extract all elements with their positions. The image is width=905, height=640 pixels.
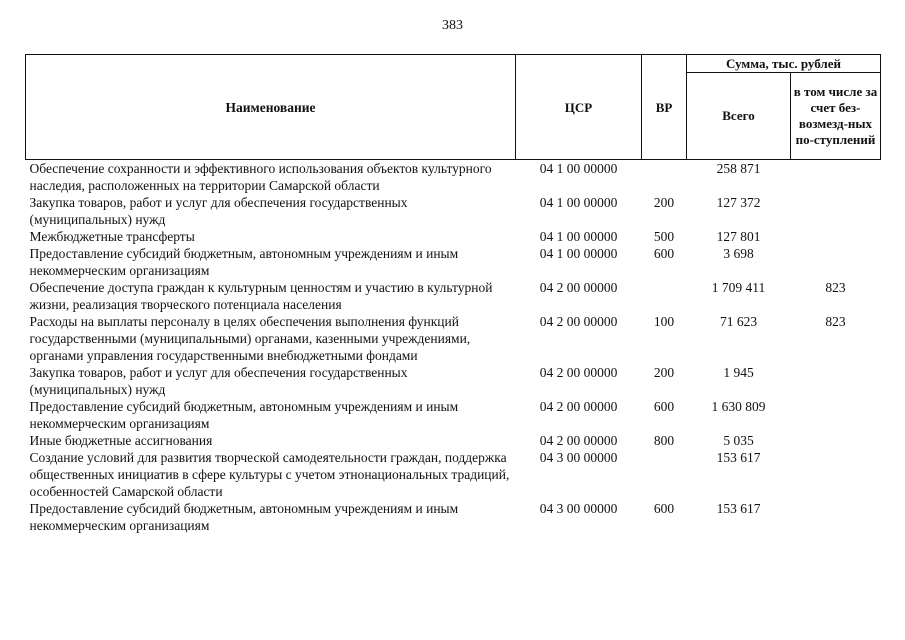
row-vr: 800 (653, 433, 675, 448)
row-free-receipts (791, 449, 881, 500)
row-total: 3 698 (723, 246, 754, 261)
row-name: Предоставление субсидий бюджетным, автономным учреждениям и иным некоммерческим организациям (29, 399, 459, 431)
row-vr (642, 449, 687, 500)
row-free-receipts (791, 228, 881, 245)
row-vr: 600 (653, 501, 675, 516)
table-row (26, 364, 881, 398)
row-csr: 04 3 00 00000 (539, 450, 618, 465)
row-csr: 04 2 00 00000 (539, 399, 618, 414)
table-row (26, 500, 881, 534)
table-row (26, 160, 881, 195)
row-vr: 100 (653, 314, 675, 329)
header-csr: ЦСР (516, 55, 642, 160)
row-free-receipts (791, 364, 881, 398)
row-name: Межбюджетные трансферты (29, 229, 195, 244)
table-body (26, 160, 881, 535)
row-name: Закупка товаров, работ и услуг для обеспечения государственных (муниципальных) нужд (29, 365, 408, 397)
row-free-receipts: 823 (825, 280, 846, 295)
row-name: Закупка товаров, работ и услуг для обеспечения государственных (муниципальных) нужд (29, 195, 408, 227)
row-total: 1 630 809 (711, 399, 766, 414)
row-name: Иные бюджетные ассигнования (29, 433, 213, 448)
row-csr: 04 2 00 00000 (539, 365, 618, 380)
row-csr: 04 1 00 00000 (539, 195, 618, 210)
table-row (26, 398, 881, 432)
row-csr: 04 1 00 00000 (539, 229, 618, 244)
row-vr: 600 (653, 246, 675, 261)
row-vr (642, 279, 687, 313)
table-header (26, 55, 881, 160)
budget-table (25, 54, 881, 534)
page-number: 383 (442, 18, 463, 33)
row-total: 1 945 (723, 365, 754, 380)
row-vr: 500 (653, 229, 675, 244)
row-csr: 04 2 00 00000 (539, 280, 618, 295)
row-total: 127 372 (716, 195, 761, 210)
table-row (26, 313, 881, 364)
row-free-receipts (791, 245, 881, 279)
row-total: 153 617 (716, 450, 761, 465)
row-csr: 04 1 00 00000 (539, 246, 618, 261)
row-csr: 04 3 00 00000 (539, 501, 618, 516)
table-row (26, 245, 881, 279)
row-free-receipts: 823 (825, 314, 846, 329)
row-name: Расходы на выплаты персоналу в целях обеспечения выполнения функций государственными (муниципальными) органами, казенными учреждениями, органами управления государственными внебюджетными фондами (29, 314, 471, 363)
row-free-receipts (791, 160, 881, 195)
row-vr: 600 (653, 399, 675, 414)
row-name: Обеспечение сохранности и эффективного использования объектов культурного наследия, расположенных на территории Самарской области (29, 161, 492, 193)
header-sum-group: Сумма, тыс. рублей (687, 55, 881, 73)
header-vr: ВР (642, 55, 687, 160)
row-free-receipts (791, 432, 881, 449)
row-total: 1 709 411 (711, 280, 766, 295)
row-csr: 04 2 00 00000 (539, 314, 618, 329)
table-row (26, 194, 881, 228)
table-row (26, 432, 881, 449)
row-total: 258 871 (716, 161, 761, 176)
row-free-receipts (791, 194, 881, 228)
row-name: Обеспечение доступа граждан к культурным ценностям и участию в культурной жизни, реализация творческого потенциала населения (29, 280, 493, 312)
table-row (26, 449, 881, 500)
row-total: 71 623 (719, 314, 758, 329)
row-name: Предоставление субсидий бюджетным, автономным учреждениям и иным некоммерческим организациям (29, 501, 459, 533)
table-row (26, 228, 881, 245)
header-total: Всего (687, 73, 791, 160)
header-name: Наименование (26, 55, 516, 160)
row-free-receipts (791, 500, 881, 534)
table-row (26, 279, 881, 313)
row-total: 153 617 (716, 501, 761, 516)
row-vr (642, 160, 687, 195)
row-csr: 04 2 00 00000 (539, 433, 618, 448)
row-total: 5 035 (723, 433, 754, 448)
header-free-receipts: в том числе за счет без-возмезд-ных по-ступлений (791, 73, 881, 160)
row-vr: 200 (653, 195, 675, 210)
row-free-receipts (791, 398, 881, 432)
row-name: Предоставление субсидий бюджетным, автономным учреждениям и иным некоммерческим организациям (29, 246, 459, 278)
row-csr: 04 1 00 00000 (539, 161, 618, 176)
row-total: 127 801 (716, 229, 761, 244)
row-name: Создание условий для развития творческой самодеятельности граждан, поддержка общественных инициатив в сфере культуры с учетом этнонациональных традиций, особенностей Самарской области (29, 450, 510, 499)
row-vr: 200 (653, 365, 675, 380)
